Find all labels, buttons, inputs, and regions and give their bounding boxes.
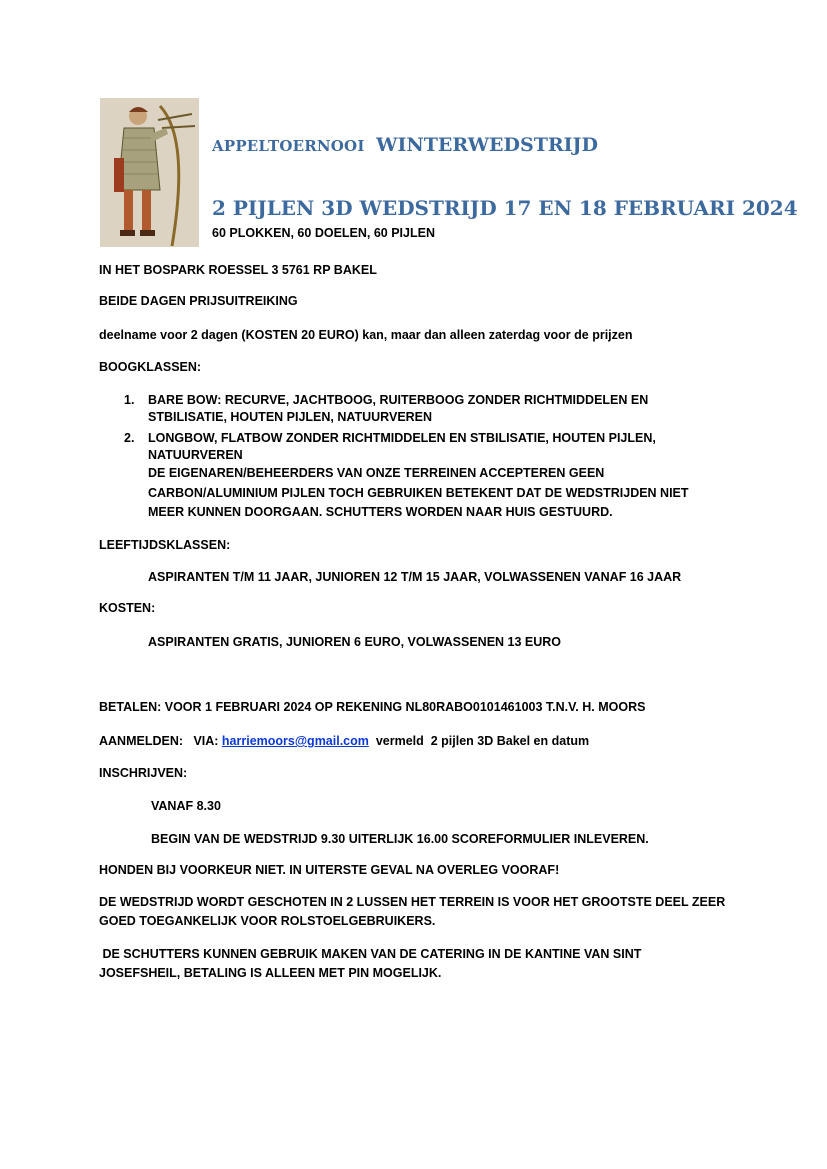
course-note-line: GOED TOEGANKELIJK VOOR ROLSTOELGEBRUIKERS.: [99, 914, 436, 928]
event-title: 2 PIJLEN 3D WEDSTRIJD 17 EN 18 FEBRUARI 2024: [212, 196, 798, 220]
location-line: IN HET BOSPARK ROESSEL 3 5761 RP BAKEL: [99, 263, 377, 277]
participation-note: deelname voor 2 dagen (KOSTEN 20 EURO) kan, maar dan alleen zaterdag voor de prijzen: [99, 328, 633, 342]
age-classes-heading: LEEFTIJDSKLASSEN:: [99, 538, 231, 552]
catering-note-line: JOSEFSHEIL, BETALING IS ALLEEN MET PIN MOGELIJK.: [99, 966, 442, 980]
registration-suffix: vermeld 2 pijlen 3D Bakel en datum: [368, 734, 590, 748]
course-note-line: DE WEDSTRIJD WORDT GESCHOTEN IN 2 LUSSEN HET TERREIN IS VOOR HET GROOTSTE DEEL ZEER: [99, 895, 726, 909]
bow-class-line: NATUURVEREN: [148, 448, 243, 462]
archer-illustration: [100, 98, 199, 247]
bow-class-line: DE EIGENAREN/BEHEERDERS VAN ONZE TERREINEN ACCEPTEREN GEEN: [148, 466, 605, 480]
bow-classes-heading: BOOGKLASSEN:: [99, 360, 202, 374]
age-classes-text: ASPIRANTEN T/M 11 JAAR, JUNIOREN 12 T/M 15 JAAR, VOLWASSENEN VANAF 16 JAAR: [148, 570, 682, 584]
bow-class-number: 2.: [124, 431, 135, 445]
prize-note: BEIDE DAGEN PRIJSUITREIKING: [99, 294, 298, 308]
bow-class-number: 1.: [124, 393, 135, 407]
signup-start: BEGIN VAN DE WEDSTRIJD 9.30 UITERLIJK 16.00 SCOREFORMULIER INLEVEREN.: [151, 832, 649, 846]
event-subtitle: 60 PLOKKEN, 60 DOELEN, 60 PIJLEN: [212, 226, 435, 240]
costs-text: ASPIRANTEN GRATIS, JUNIOREN 6 EURO, VOLWASSENEN 13 EURO: [148, 635, 562, 649]
payment-line: BETALEN: VOOR 1 FEBRUARI 2024 OP REKENING NL80RABO0101461003 T.N.V. H. MOORS: [99, 700, 646, 714]
costs-heading: KOSTEN:: [99, 601, 156, 615]
signup-heading: INSCHRIJVEN:: [99, 766, 188, 780]
registration-label: AANMELDEN: VIA:: [99, 734, 222, 748]
catering-note-line: DE SCHUTTERS KUNNEN GEBRUIK MAKEN VAN DE CATERING IN DE KANTINE VAN SINT: [99, 947, 642, 961]
bow-class-line: BARE BOW: RECURVE, JACHTBOOG, RUITERBOOG ZONDER RICHTMIDDELEN EN: [148, 393, 649, 407]
bow-class-line: CARBON/ALUMINIUM PIJLEN TOCH GEBRUIKEN BETEKENT DAT DE WEDSTRIJDEN NIET: [148, 486, 689, 500]
bow-class-line: STBILISATIE, HOUTEN PIJLEN, NATUURVEREN: [148, 410, 433, 424]
tournament-title: [212, 134, 598, 156]
bow-class-line: LONGBOW, FLATBOW ZONDER RICHTMIDDELEN EN STBILISATIE, HOUTEN PIJLEN,: [148, 431, 656, 445]
email-link[interactable]: harriemoors@gmail.com: [221, 734, 369, 748]
dogs-note: HONDEN BIJ VOORKEUR NIET. IN UITERSTE GEVAL NA OVERLEG VOORAF!: [99, 863, 560, 877]
tournament-title-part1: APPELTOERNOOI: [212, 137, 365, 155]
registration-line: [99, 733, 589, 750]
signup-from: VANAF 8.30: [151, 799, 221, 813]
tournament-title-part2: WINTERWEDSTRIJD: [376, 134, 599, 156]
archer-figure-image: [100, 98, 199, 247]
bow-class-line: MEER KUNNEN DOORGAAN. SCHUTTERS WORDEN NAAR HUIS GESTUURD.: [148, 505, 613, 519]
